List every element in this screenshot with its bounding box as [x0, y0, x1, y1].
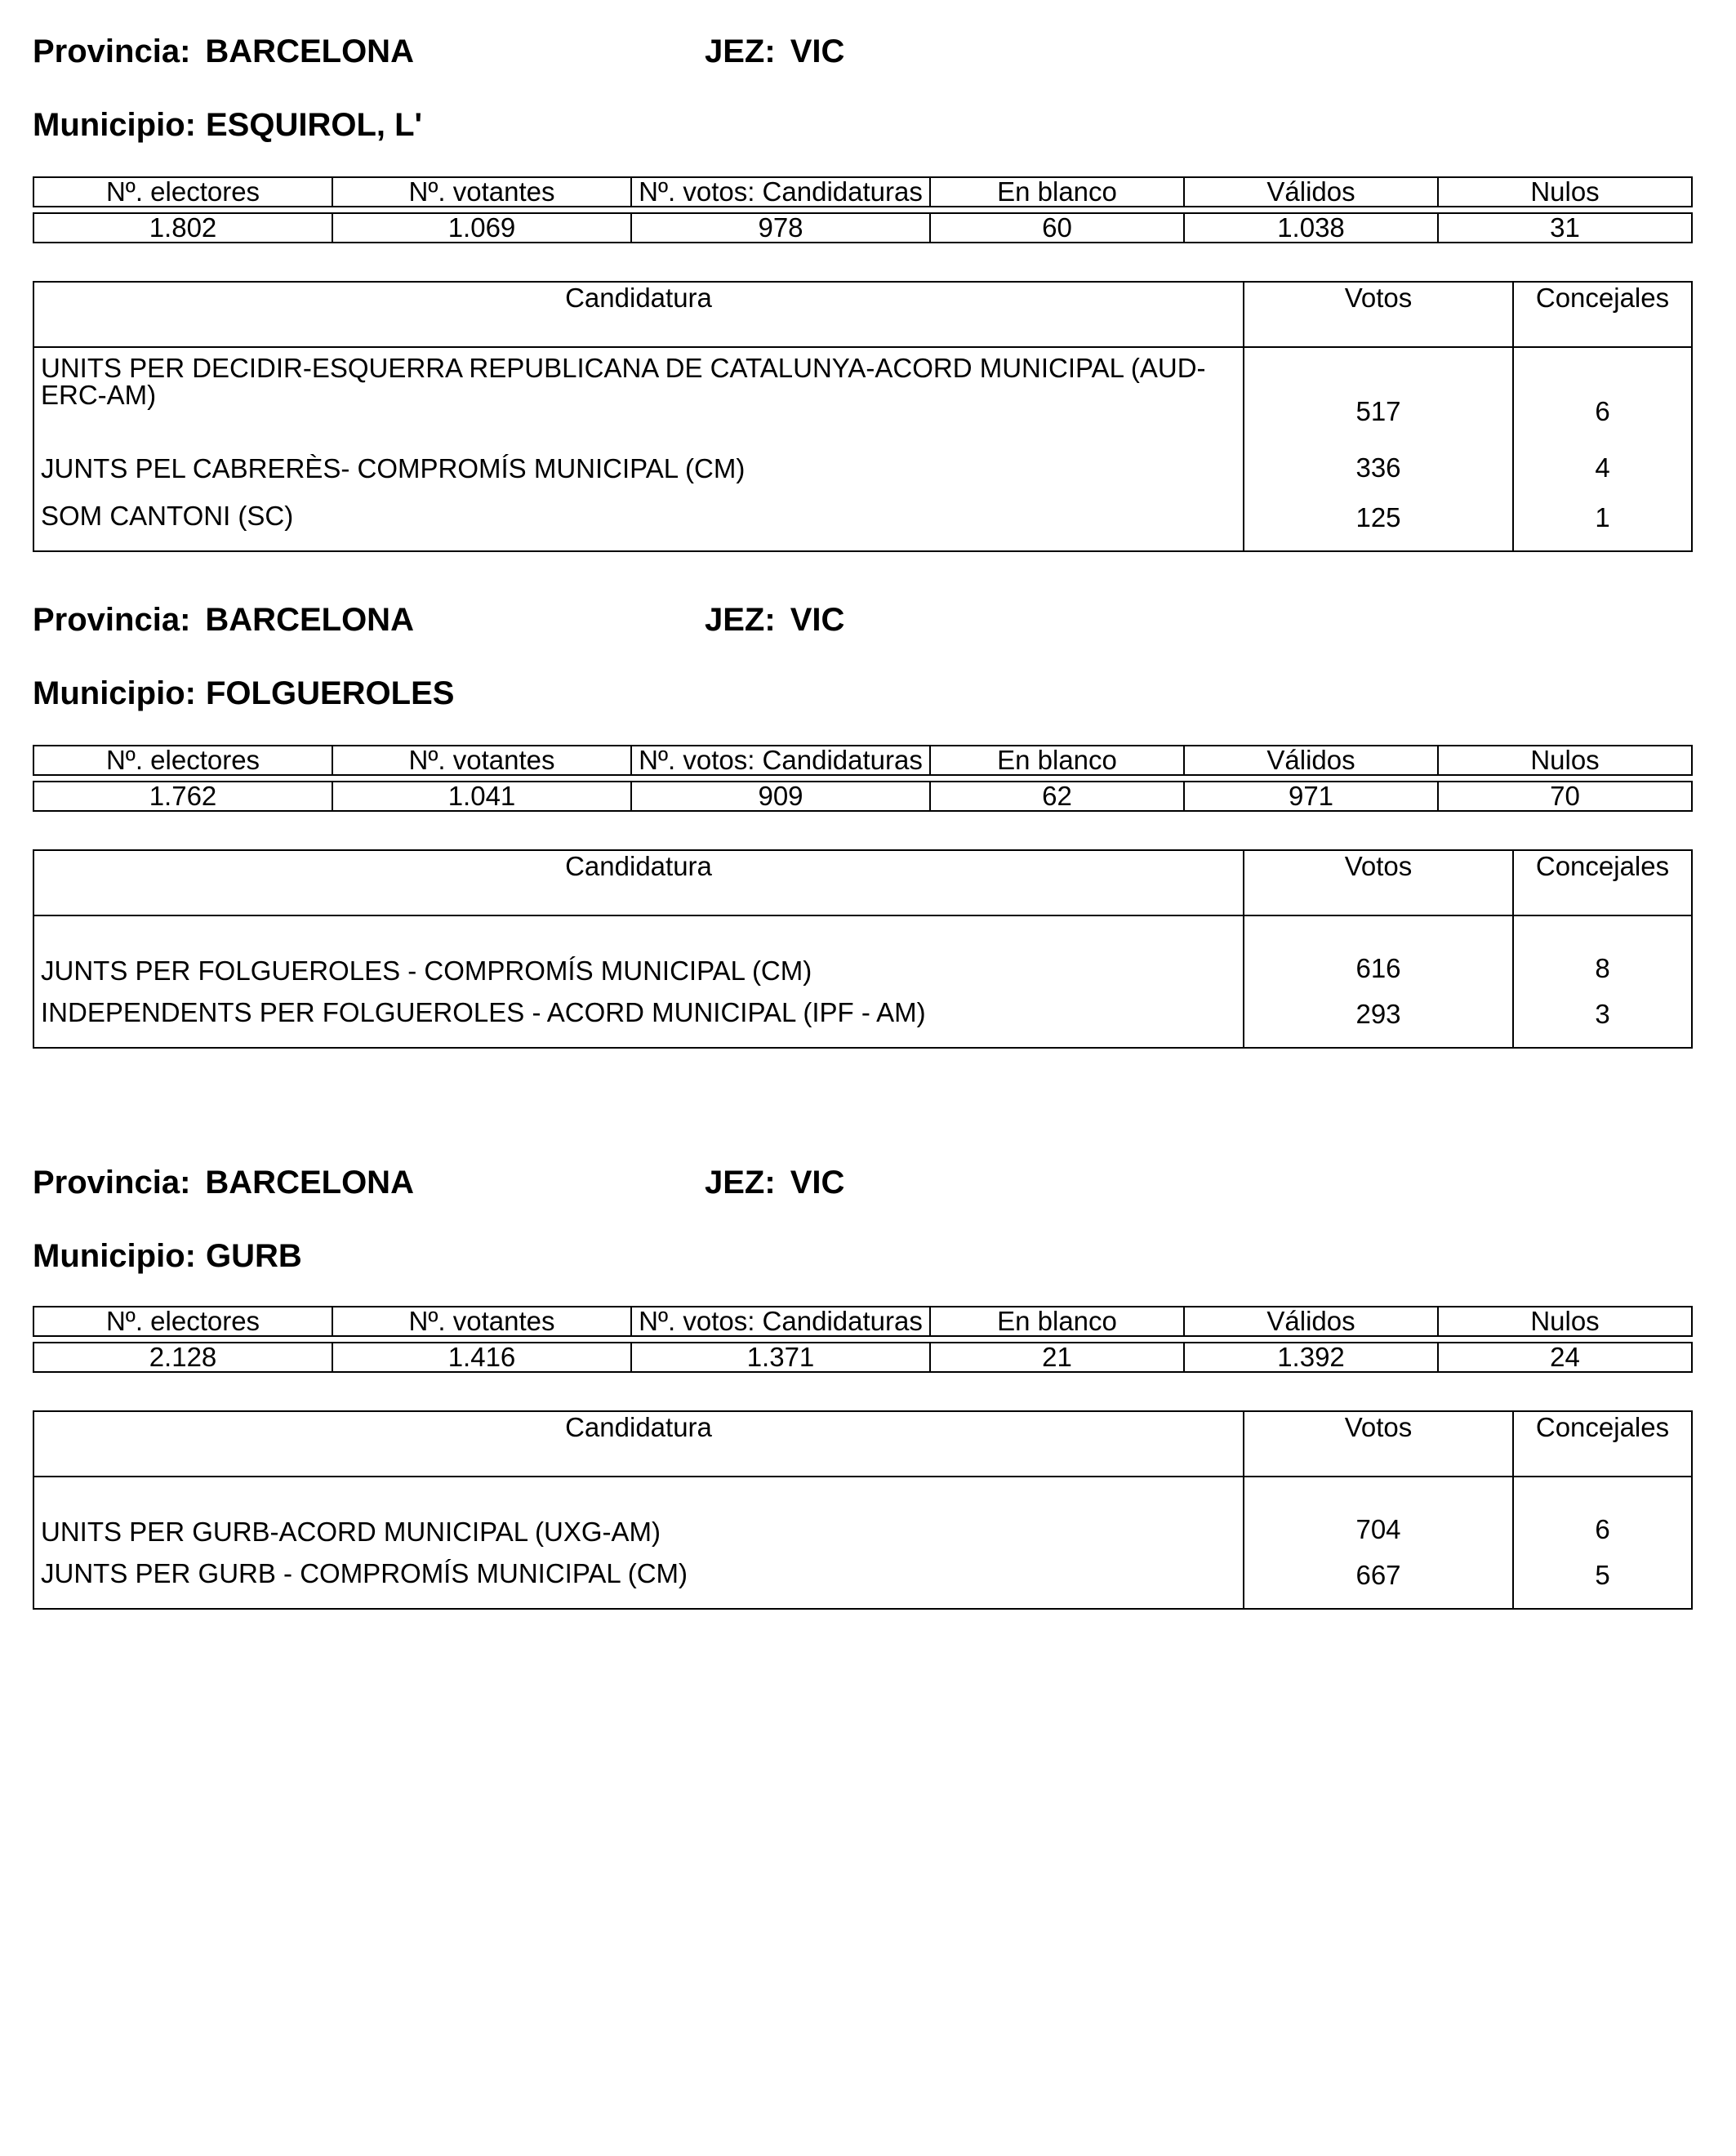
votos-header: Votos — [1244, 850, 1513, 915]
candidatura-name: UNITS PER GURB-ACORD MUNICIPAL (UXG-AM) — [33, 1477, 1244, 1555]
concejales-header: Concejales — [1513, 1411, 1692, 1477]
stats-header-cell: Nº. votos: Candidaturas — [631, 177, 930, 207]
stats-header-cell: Nº. votantes — [332, 177, 631, 207]
jez-heading: JEZ: VIC — [705, 1165, 845, 1200]
stats-value-cell: 62 — [930, 782, 1184, 811]
concejales-value: 5 — [1513, 1555, 1692, 1609]
stats-value-cell: 60 — [930, 213, 1184, 243]
votos-value: 336 — [1244, 434, 1513, 502]
stats-header-row — [33, 177, 1692, 207]
concejales-value: 6 — [1513, 347, 1692, 434]
candidatura-name: JUNTS PER FOLGUEROLES - COMPROMÍS MUNICIPAL (CM) — [33, 915, 1244, 994]
stats-header-cell: Nº. votos: Candidaturas — [631, 1307, 930, 1336]
stats-header-cell: Nulos — [1438, 177, 1692, 207]
stats-table — [33, 176, 1693, 243]
candidatura-row — [33, 1555, 1692, 1609]
stats-header-cell: Válidos — [1184, 746, 1438, 775]
candidatura-row — [33, 347, 1692, 434]
concejales-value: 6 — [1513, 1477, 1692, 1555]
candidatura-row — [33, 994, 1692, 1048]
candidatura-row — [33, 502, 1692, 551]
candidatura-header: Candidatura — [33, 282, 1244, 347]
stats-value-cell: 1.802 — [33, 213, 332, 243]
municipio-block-esquirol — [33, 31, 1691, 562]
stats-header-cell: Nº. electores — [33, 177, 332, 207]
stats-value-cell: 70 — [1438, 782, 1692, 811]
concejales-value: 8 — [1513, 915, 1692, 994]
stats-table — [33, 1306, 1693, 1373]
stats-table — [33, 745, 1693, 812]
stats-value-cell: 1.038 — [1184, 213, 1438, 243]
candidaturas-header-row — [33, 1411, 1692, 1477]
stats-header-cell: Nº. votantes — [332, 746, 631, 775]
candidaturas-table — [33, 849, 1693, 1049]
candidatura-header: Candidatura — [33, 1411, 1244, 1477]
candidatura-row — [33, 915, 1692, 994]
jez-heading: JEZ: VIC — [705, 602, 845, 638]
stats-value-cell: 978 — [631, 213, 930, 243]
stats-header-cell: En blanco — [930, 177, 1184, 207]
stats-value-cell: 971 — [1184, 782, 1438, 811]
stats-header-cell: En blanco — [930, 1307, 1184, 1336]
votos-header: Votos — [1244, 1411, 1513, 1477]
candidatura-name: JUNTS PEL CABRERÈS- COMPROMÍS MUNICIPAL (CM) — [33, 434, 1244, 502]
stats-header-row — [33, 746, 1692, 775]
stats-header-cell: Nº. electores — [33, 1307, 332, 1336]
stats-value-cell: 31 — [1438, 213, 1692, 243]
stats-value-cell: 1.041 — [332, 782, 631, 811]
stats-value-cell: 21 — [930, 1343, 1184, 1372]
stats-header-cell: Válidos — [1184, 1307, 1438, 1336]
stats-header-cell: Nº. votos: Candidaturas — [631, 746, 930, 775]
stats-value-cell: 2.128 — [33, 1343, 332, 1372]
provincia-heading: Provincia: BARCELONA — [33, 602, 414, 638]
provincia-heading: Provincia: BARCELONA — [33, 33, 414, 69]
concejales-value: 4 — [1513, 434, 1692, 502]
stats-header-cell: Nulos — [1438, 746, 1692, 775]
stats-value-cell: 1.416 — [332, 1343, 631, 1372]
municipio-block-folgueroles — [33, 599, 1691, 1057]
stats-value-cell: 909 — [631, 782, 930, 811]
concejales-value: 3 — [1513, 994, 1692, 1048]
candidatura-name: UNITS PER DECIDIR-ESQUERRA REPUBLICANA DE CATALUNYA-ACORD MUNICIPAL (AUD- ERC-AM) — [33, 347, 1244, 434]
candidatura-header: Candidatura — [33, 850, 1244, 915]
concejales-value: 1 — [1513, 502, 1692, 551]
stats-header-cell: Válidos — [1184, 177, 1438, 207]
stats-value-row — [33, 782, 1692, 811]
municipio-heading: Municipio: GURB — [33, 1238, 302, 1274]
stats-value-cell: 1.392 — [1184, 1343, 1438, 1372]
candidatura-name: SOM CANTONI (SC) — [33, 502, 1244, 551]
votos-header: Votos — [1244, 282, 1513, 347]
votos-value: 293 — [1244, 994, 1513, 1048]
candidaturas-header-row — [33, 850, 1692, 915]
concejales-header: Concejales — [1513, 850, 1692, 915]
votos-value: 517 — [1244, 347, 1513, 434]
candidatura-name: JUNTS PER GURB - COMPROMÍS MUNICIPAL (CM) — [33, 1555, 1244, 1609]
candidaturas-table — [33, 1410, 1693, 1610]
stats-header-cell: Nº. electores — [33, 746, 332, 775]
votos-value: 704 — [1244, 1477, 1513, 1555]
municipio-block-gurb — [33, 1162, 1691, 1619]
votos-value: 616 — [1244, 915, 1513, 994]
stats-value-row — [33, 1343, 1692, 1372]
candidaturas-header-row — [33, 282, 1692, 347]
stats-value-cell: 1.371 — [631, 1343, 930, 1372]
municipio-heading: Municipio: FOLGUEROLES — [33, 675, 455, 711]
candidatura-row — [33, 434, 1692, 502]
jez-heading: JEZ: VIC — [705, 33, 845, 69]
provincia-heading: Provincia: BARCELONA — [33, 1165, 414, 1200]
stats-header-cell: Nº. votantes — [332, 1307, 631, 1336]
stats-value-cell: 1.069 — [332, 213, 631, 243]
stats-header-cell: Nulos — [1438, 1307, 1692, 1336]
stats-value-cell: 1.762 — [33, 782, 332, 811]
votos-value: 125 — [1244, 502, 1513, 551]
votos-value: 667 — [1244, 1555, 1513, 1609]
concejales-header: Concejales — [1513, 282, 1692, 347]
stats-header-row — [33, 1307, 1692, 1336]
municipio-heading: Municipio: ESQUIROL, L' — [33, 107, 423, 143]
stats-header-cell: En blanco — [930, 746, 1184, 775]
candidatura-name: INDEPENDENTS PER FOLGUEROLES - ACORD MUNICIPAL (IPF - AM) — [33, 994, 1244, 1048]
candidatura-row — [33, 1477, 1692, 1555]
stats-value-cell: 24 — [1438, 1343, 1692, 1372]
candidaturas-table — [33, 281, 1693, 552]
stats-value-row — [33, 213, 1692, 243]
